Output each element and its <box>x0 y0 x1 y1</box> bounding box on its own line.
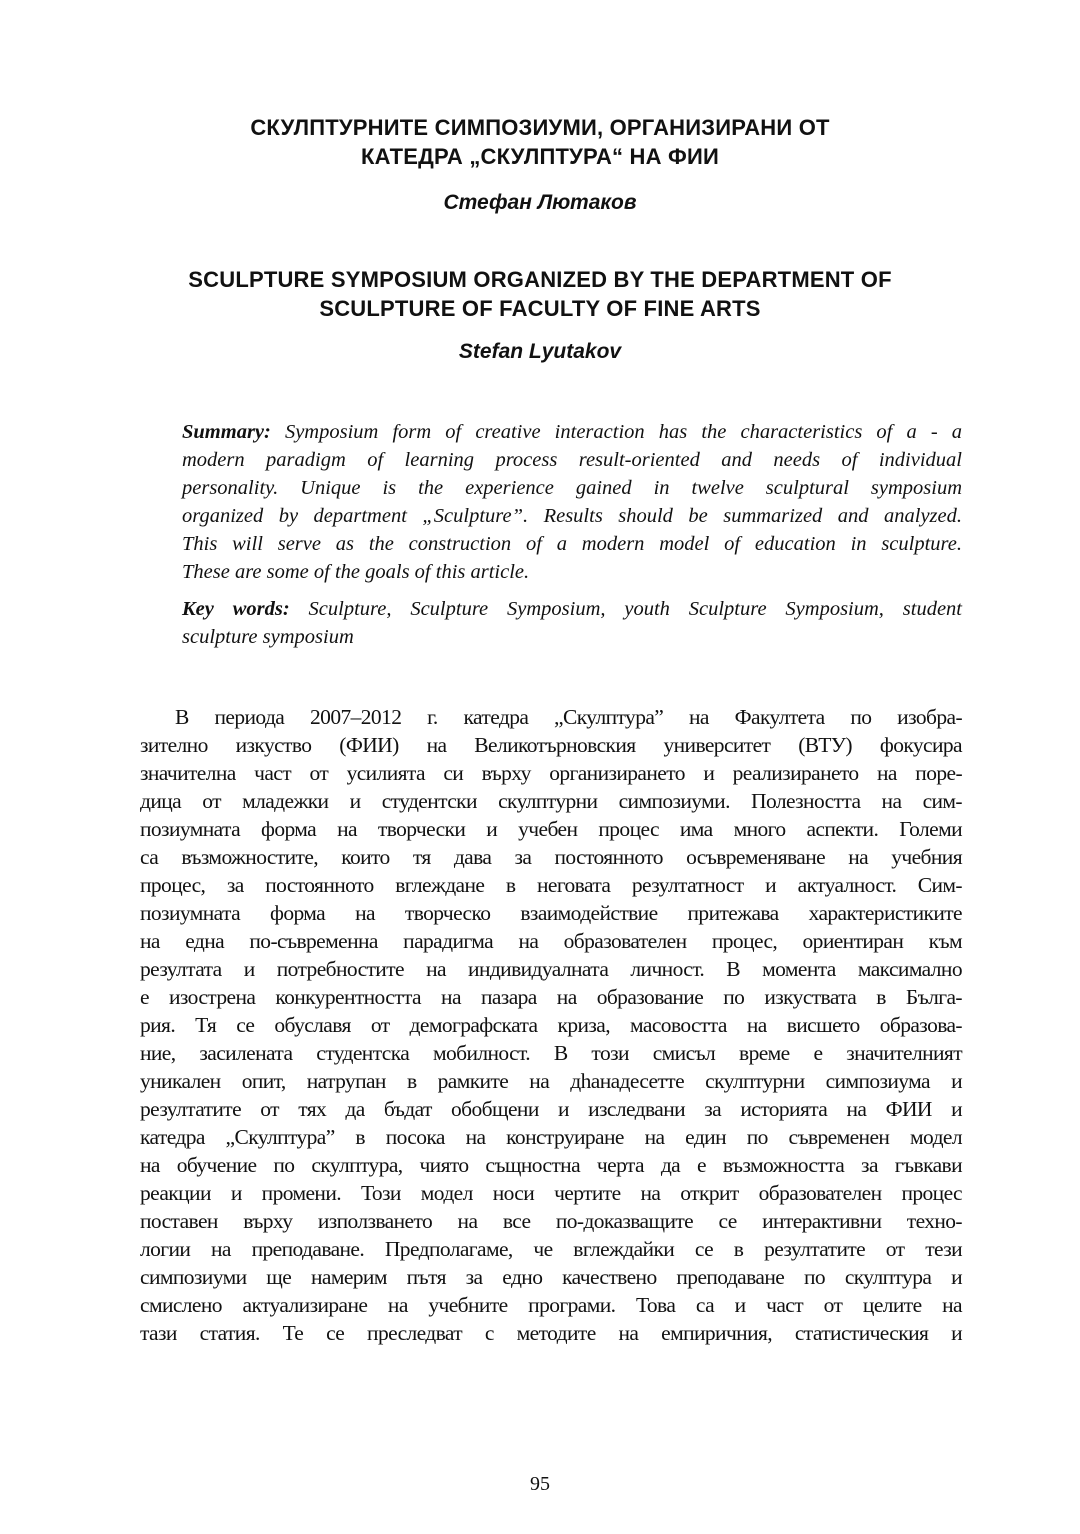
title-en-line-2: SCULPTURE OF FACULTY OF FINE ARTS <box>319 296 761 321</box>
summary <box>182 418 962 586</box>
keywords-label: Key words: <box>182 598 290 620</box>
body-text <box>140 703 962 1347</box>
body-line: процес, за постоянното вглеждане в неговата резултатност и актуалност. Сим- <box>140 873 962 897</box>
summary-label: Summary: <box>182 421 271 443</box>
title-bg-line-1: СКУЛПТУРНИТЕ СИМПОЗИУМИ, ОРГАНИЗИРАНИ ОТ <box>250 115 830 140</box>
summary-line: These are some of the goals of this article. <box>182 561 530 583</box>
keywords <box>182 595 962 651</box>
body-line: резултатите от тях да бъдат обобщени и изследвани за историята на ФИИ и <box>140 1097 962 1121</box>
body-line: позиумната форма на творчески и учебен процес има много аспекти. Големи <box>140 817 962 841</box>
summary-line: Summary: Symposium form of creative interaction has the characteristics of a - a <box>182 421 962 443</box>
body-line: катедра „Скулптура” в посока на конструиране на един по съвременен модел <box>140 1125 962 1149</box>
body-line: ние, засилената студентска мобилност. В този смисъл време е значителният <box>140 1041 962 1065</box>
body-line: са възможностите, които тя дава за постоянното осъвременяване на учебния <box>140 845 962 869</box>
body-line: реакции и промени. Този модел носи чертите на открит образователен процес <box>140 1181 962 1205</box>
summary-line: organized by department „Sculpture”. Results should be summarized and analyzed. <box>182 505 962 527</box>
body-line: симпозиуми ще намерим пътя за едно качествено преподаване по скулптура и <box>140 1265 962 1289</box>
body-line: тази статия. Те се преследват с методите на емпиричния, статистическия и <box>140 1321 962 1345</box>
page-number: 95 <box>530 1473 550 1495</box>
keywords-line: sculpture symposium <box>182 626 354 648</box>
summary-line: This will serve as the construction of a modern model of education in sculpture. <box>182 533 962 555</box>
body-line: смислено актуализиране на учебните програми. Това са и част от целите на <box>140 1293 962 1317</box>
body-line: уникален опит, натрупан в рамките на дhанадесетте скулптурни симпозиума и <box>140 1069 962 1093</box>
body-line: на една по-съвременна парадигма на образователен процес, ориентиран към <box>140 929 962 953</box>
body-line: на обучение по скулптура, чиято същностна черта да е възможността за гъвкави <box>140 1153 962 1177</box>
body-line: позиумната форма на творческо взаимодействие притежава характеристиките <box>140 901 962 925</box>
body-line: В периода 2007–2012 г. катедра „Скулптура” на Факултета по изобра- <box>175 705 962 729</box>
body-line: поставен върху използването на все по-доказващите се интерактивни техно- <box>140 1209 962 1233</box>
body-line: е изострена конкурентността на пазара на образование по изкуствата в Бълга- <box>140 985 962 1009</box>
author-bg: Стефан Лютаков <box>443 191 637 214</box>
body-line: резултата и потребностите на индивидуалната личност. В момента максимално <box>140 957 962 981</box>
summary-line: modern paradigm of learning process result-oriented and needs of individual <box>182 449 962 471</box>
summary-line: personality. Unique is the experience gained in twelve sculptural symposium <box>182 477 962 499</box>
body-line: зително изкуство (ФИИ) на Великотърновския университет (ВТУ) фокусира <box>140 733 962 757</box>
body-line: рия. Тя се обуславя от демографската криза, масовостта на висшето образова- <box>140 1013 962 1037</box>
body-line: логии на преподаване. Предполагаме, че вглеждайки се в резултатите от тези <box>140 1237 962 1261</box>
body-line: дица от младежки и студентски скулптурни симпозиуми. Полезността на сим- <box>140 789 962 813</box>
title-en-line-1: SCULPTURE SYMPOSIUM ORGANIZED BY THE DEPARTMENT OF <box>188 267 892 292</box>
title-bg-line-2: КАТЕДРА „СКУЛПТУРА“ НА ФИИ <box>360 144 720 169</box>
body-line: значителна част от усилията си върху организирането и реализирането на поре- <box>140 761 962 785</box>
author-en: Stefan Lyutakov <box>458 340 622 363</box>
keywords-line: Key words: Sculpture, Sculpture Symposium, youth Sculpture Symposium, student <box>182 598 962 620</box>
